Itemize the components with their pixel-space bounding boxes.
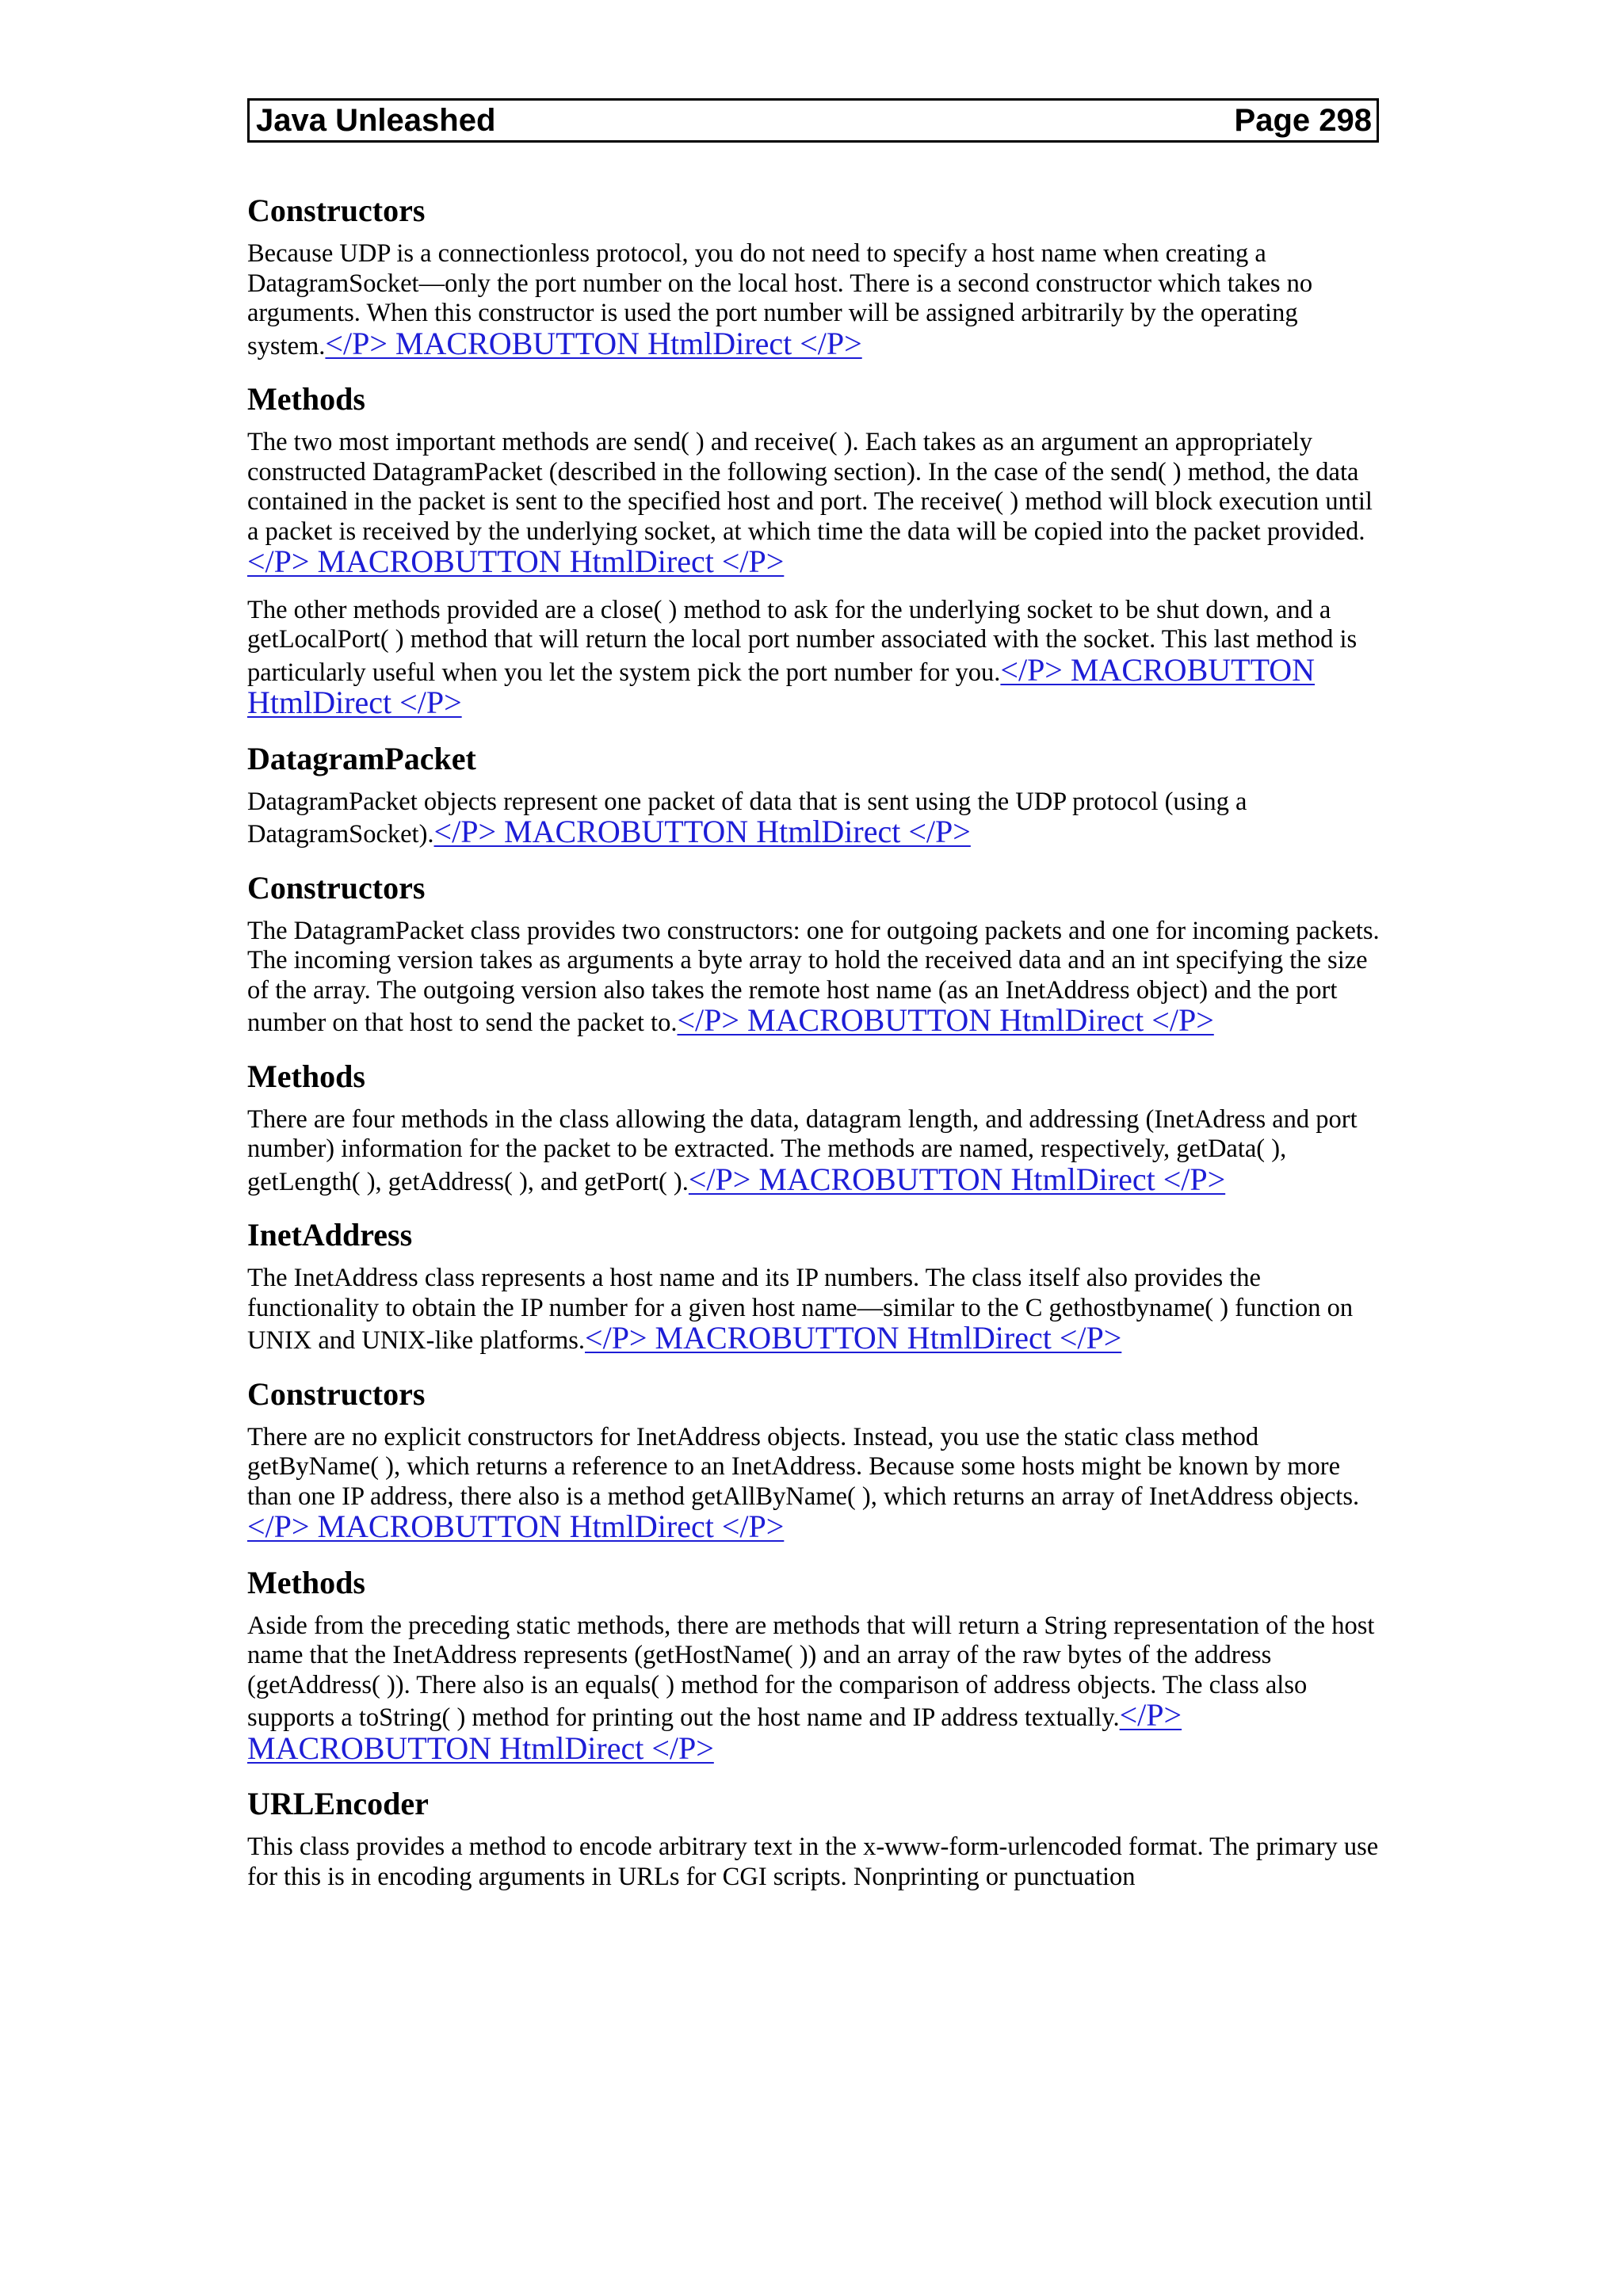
- section: [247, 737, 1382, 850]
- macrobutton-link[interactable]: </P> MACROBUTTON HtmlDirect </P>: [325, 325, 862, 361]
- macrobutton-link[interactable]: </P> MACROBUTTON HtmlDirect </P>: [247, 651, 1316, 720]
- paragraph-text: The DatagramPacket class provides two constructors: one for outgoing packets and one for incoming packets. The incoming version takes as arguments a byte array to hold the received data and an int specifying the size of the array. The outgoing version also takes the remote host name (as an InetAddress object) and the port number on that host to send the packet to.: [247, 916, 1380, 1037]
- section-heading: Methods: [247, 381, 365, 417]
- body-paragraph: [247, 1611, 1382, 1767]
- macrobutton-link[interactable]: </P> MACROBUTTON HtmlDirect </P>: [433, 814, 971, 849]
- macrobutton-link[interactable]: </P> MACROBUTTON HtmlDirect </P>: [247, 1697, 1182, 1766]
- body-paragraph: [247, 1423, 1382, 1545]
- document-body: [247, 189, 1382, 1908]
- section-heading: Methods: [247, 1564, 365, 1600]
- paragraph-text: There are four methods in the class allowing the data, datagram length, and addressing (InetAdress and port number) information for the packet to be extracted. The methods are named, respectively, getData( ), getLength( ), getAddress( ), and getPort( ).: [247, 1104, 1358, 1196]
- section-heading: Constructors: [247, 869, 426, 906]
- paragraph-text: Because UDP is a connectionless protocol, you do not need to specify a host name when creating a DatagramSocket—only the port number on the local host. There is a second constructor which takes no arguments. When this constructor is used the port number will be assigned arbitrarily by the operating system.: [247, 239, 1313, 360]
- section: [247, 1055, 1382, 1198]
- macrobutton-link[interactable]: </P> MACROBUTTON HtmlDirect </P>: [247, 1508, 785, 1544]
- page-number: Page 298: [1234, 102, 1372, 138]
- section: [247, 866, 1382, 1039]
- section-heading: DatagramPacket: [247, 740, 476, 776]
- paragraph-text: Aside from the preceding static methods, there are methods that will return a String representation of the host name that the InetAddress represents (getHostName( )) and an array of the raw bytes of the address (getAddress( )). There also is an equals( ) method for the comparison of address objects. The class also supports a toString( ) method for printing out the host name and IP address textually.: [247, 1611, 1375, 1732]
- section: [247, 1213, 1382, 1356]
- macrobutton-link[interactable]: </P> MACROBUTTON HtmlDirect </P>: [688, 1161, 1226, 1197]
- section-heading: URLEncoder: [247, 1786, 429, 1821]
- macrobutton-link[interactable]: </P> MACROBUTTON HtmlDirect </P>: [677, 1002, 1214, 1038]
- section: [247, 189, 1382, 361]
- section-heading: InetAddress: [247, 1217, 413, 1253]
- section: [247, 1561, 1382, 1767]
- section: [247, 377, 1382, 721]
- book-title: Java Unleashed: [256, 102, 496, 138]
- body-paragraph: [247, 1264, 1382, 1356]
- body-paragraph: [247, 596, 1382, 721]
- paragraph-text: There are no explicit constructors for InetAddress objects. Instead, you use the static class method getByName( ), which returns a reference to an InetAddress. Because some hosts might be known by more than one IP address, there also is a method getAllByName( ), which returns an array of InetAddress objects.: [247, 1422, 1360, 1511]
- paragraph-text: This class provides a method to encode arbitrary text in the x-www-form-urlencoded format. The primary use for this is in encoding arguments in URLs for CGI scripts. Nonprinting or punctuation: [247, 1833, 1379, 1891]
- body-paragraph: [247, 788, 1382, 850]
- body-paragraph: [247, 239, 1382, 361]
- paragraph-text: The two most important methods are send( ) and receive( ). Each takes as an argument an appropriately constructed DatagramPacket (described in the following section). In the case of the send( ) method, the data contained in the packet is sent to the specified host and port. The receive( ) method will block execution until a packet is received by the underlying socket, at which time the data will be copied into the packet provided.: [247, 428, 1373, 546]
- body-paragraph: [247, 1833, 1382, 1892]
- paragraph-text: The InetAddress class represents a host name and its IP numbers. The class itself also provides the functionality to obtain the IP number for a given host name—similar to the C gethostbyname( ) function on UNIX and UNIX-like platforms.: [247, 1264, 1354, 1355]
- section-heading: Constructors: [247, 193, 426, 228]
- section-heading: Constructors: [247, 1375, 426, 1412]
- paragraph-text: The other methods provided are a close( ) method to ask for the underlying socket to be shut down, and a getLocalPort( ) method that will return the local port number associated with the socket. This last method is particularly useful when you let the system pick the port number for you.: [247, 595, 1358, 687]
- body-paragraph: [247, 1105, 1382, 1198]
- page-header: [247, 98, 1379, 143]
- section-heading: Methods: [247, 1058, 365, 1094]
- body-paragraph: [247, 917, 1382, 1039]
- macrobutton-link[interactable]: </P> MACROBUTTON HtmlDirect </P>: [585, 1320, 1122, 1356]
- section: [247, 1782, 1382, 1892]
- section: [247, 1372, 1382, 1545]
- macrobutton-link[interactable]: </P> MACROBUTTON HtmlDirect </P>: [247, 543, 785, 579]
- body-paragraph: [247, 428, 1382, 580]
- paragraph-text: DatagramPacket objects represent one packet of data that is sent using the UDP protocol (using a DatagramSocket).: [247, 787, 1247, 849]
